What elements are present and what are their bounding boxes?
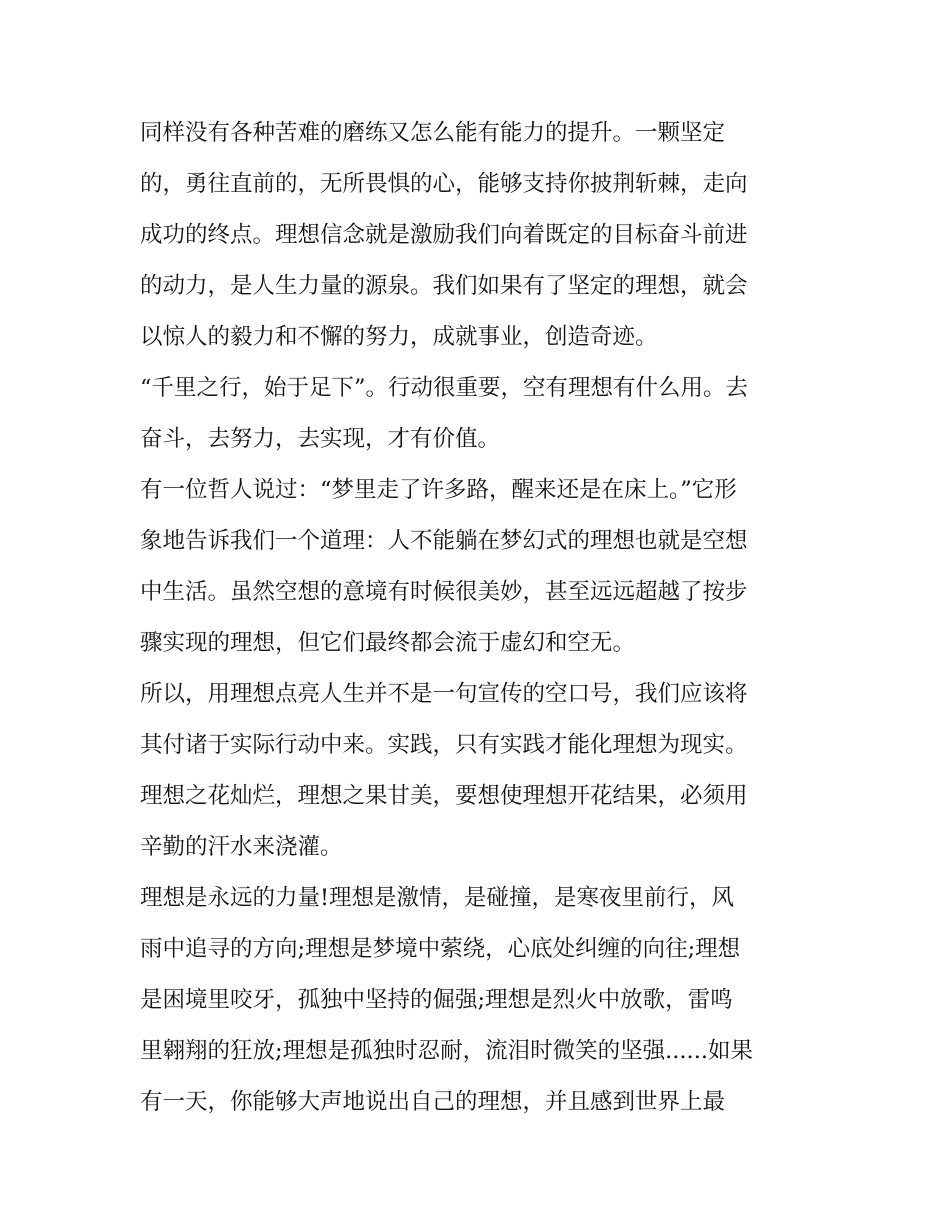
- text-line: 里翱翔的狂放;理想是孤独时忍耐，流泪时微笑的坚强......如果: [140, 1038, 753, 1064]
- text-line: 雨中追寻的方向;理想是梦境中萦绕，心底处纠缠的向往;理想: [140, 936, 741, 962]
- text-line: 奋斗，去努力，去实现，才有价值。: [140, 426, 501, 452]
- text-line: 的动力，是人生力量的源泉。我们如果有了坚定的理想，就会: [140, 273, 748, 299]
- text-line: “千里之行，始于足下”。行动很重要，空有理想有什么用。去: [140, 375, 749, 401]
- text-line: 成功的终点。理想信念就是激励我们向着既定的目标奋斗前进: [140, 222, 748, 248]
- text-line: 同样没有各种苦难的磨练又怎么能有能力的提升。一颗坚定: [140, 120, 726, 146]
- text-line: 象地告诉我们一个道理：人不能躺在梦幻式的理想也就是空想: [140, 528, 748, 554]
- body-text: [140, 108, 820, 1128]
- text-line: 有一位哲人说过：“梦里走了许多路，醒来还是在床上。”它形: [140, 477, 737, 503]
- text-line: 辛勤的汗水来浇灌。: [140, 834, 343, 860]
- text-line: 所以，用理想点亮人生并不是一句宣传的空口号，我们应该将: [140, 681, 748, 707]
- text-line: 以惊人的毅力和不懈的努力，成就事业，创造奇迹。: [140, 324, 658, 350]
- text-line: 其付诸于实际行动中来。实践，只有实践才能化理想为现实。: [140, 732, 748, 758]
- text-line: 是困境里咬牙，孤独中坚持的倔强;理想是烈火中放歌，雷鸣: [140, 987, 733, 1013]
- text-line: 的，勇往直前的，无所畏惧的心，能够支持你披荆斩棘，走向: [140, 171, 748, 197]
- text-line: 理想之花灿烂，理想之果甘美，要想使理想开花结果，必须用: [140, 783, 748, 809]
- text-line: 理想是永远的力量!理想是激情，是碰撞，是寒夜里前行，风: [140, 885, 735, 911]
- text-line: 中生活。虽然空想的意境有时候很美妙，甚至远远超越了按步: [140, 579, 748, 605]
- text-line: 有一天，你能够大声地说出自己的理想，并且感到世界上最: [140, 1089, 726, 1115]
- text-line: 骤实现的理想，但它们最终都会流于虚幻和空无。: [140, 630, 636, 656]
